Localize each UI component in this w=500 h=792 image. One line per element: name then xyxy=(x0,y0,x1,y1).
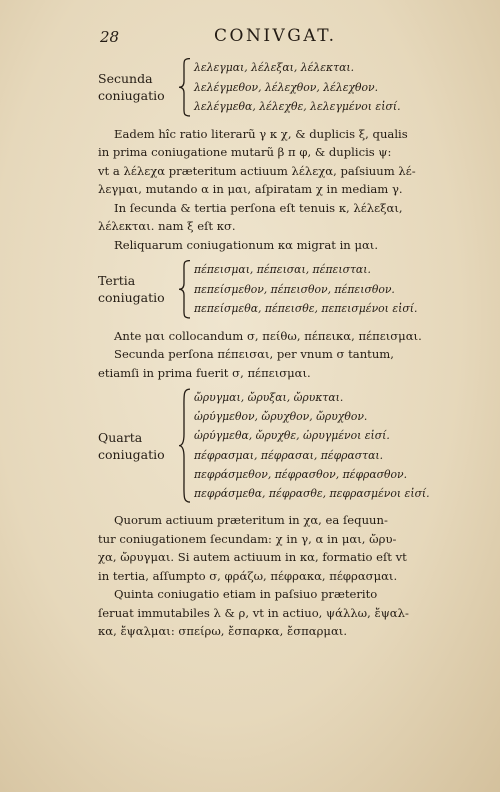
paragraph-line: λέλεκται. nam ξ eſt κσ. xyxy=(98,219,236,233)
paragraph-line: tur coniugationem ſecundam: χ in γ, α in μαι, ὤρυ- xyxy=(98,531,397,546)
page-header xyxy=(0,24,500,48)
page-number: 28 xyxy=(100,28,120,46)
paragraph-line: ſeruat immutabiles λ & ρ, vt in actiuo, ψάλλω, ἔψαλ- xyxy=(98,605,409,620)
form-row: πεφράσμεθα, πέφρασθε, πεφρασμένοι εἰσί. xyxy=(194,487,430,501)
brace-icon xyxy=(178,58,192,117)
brace-icon xyxy=(178,260,192,319)
paradigm-tertia xyxy=(98,260,458,319)
paradigm-quarta xyxy=(98,388,458,503)
brace-icon xyxy=(178,388,192,503)
form-row: ὤρυγμαι, ὤρυξαι, ὤρυκται. xyxy=(194,391,344,404)
form-row: λελεγμαι, λέλεξαι, λέλεκται. xyxy=(194,61,355,74)
paragraph-line: in tertia, aſſumpto σ, φράζω, πέφρακα, πέφρασμαι. xyxy=(98,568,398,583)
paradigm-label: Quarta coniugatio xyxy=(98,429,165,462)
paragraph-line: κα, ἔψαλμαι: σπείρω, ἔσπαρκα, ἔσπαρμαι. xyxy=(98,624,348,639)
paragraph-line: Quorum actiuum præteritum in χα, ea ſequun- xyxy=(114,513,388,528)
form-row: πέπεισμαι, πέπεισαι, πέπεισται. xyxy=(194,263,371,276)
paragraph-line: λεγμαι, mutando α in μαι, aſpiratam χ in mediam γ. xyxy=(98,182,403,196)
form-row: ὠρύγμεθον, ὤρυχθον, ὤρυχθον. xyxy=(194,410,368,424)
paradigm-secunda xyxy=(98,58,458,117)
form-row: πεφράσμεθον, πέφρασθον, πέφρασθον. xyxy=(194,467,408,481)
text-body xyxy=(98,56,458,641)
paragraph-line: In ſecunda & tertia perſona eſt tenuis κ, λέλεξαι, xyxy=(114,200,403,215)
paradigm-label: Tertia coniugatio xyxy=(98,273,165,306)
paragraph-line: Secunda perſona πέπεισαι, per vnum σ tantum, xyxy=(114,347,394,361)
paradigm-forms xyxy=(192,260,458,319)
paragraph-line: in prima coniugatione mutarũ β π φ, & duplicis ψ: xyxy=(98,145,392,159)
form-row: ὠρύγμεθα, ὤρυχθε, ὠρυγμένοι εἰσί. xyxy=(194,429,390,443)
paragraph-line: Reliquarum coniugationum κα migrat in μαι. xyxy=(114,237,379,252)
form-row: πέφρασμαι, πέφρασαι, πέφρασται. xyxy=(194,448,384,462)
paradigm-forms xyxy=(192,58,458,117)
paradigm-label: Secunda coniugatio xyxy=(98,71,165,104)
paradigm-forms xyxy=(192,388,458,503)
form-row: λελέγμεθα, λέλεχθε, λελεγμένοι εἰσί. xyxy=(194,100,401,113)
running-title: CONIVGAT. xyxy=(214,26,337,46)
form-row: πεπείσμεθα, πέπεισθε, πεπεισμένοι εἰσί. xyxy=(194,302,418,315)
paragraph-line: χα, ὤρυγμαι. Si autem actiuum in κα, formatio eſt vt xyxy=(98,550,407,565)
paragraph-line: Ante μαι collocandum σ, πείθω, πέπεικα, πέπεισμαι. xyxy=(114,328,422,343)
paragraph-line: Quinta coniugatio etiam in paſsiuo præterito xyxy=(114,587,378,602)
paragraph-line: vt a λέλεχα præteritum actiuum λέλεχα, paſsiuum λέ- xyxy=(98,163,416,178)
paragraph-line: etiamſi in prima fuerit σ, πέπεισμαι. xyxy=(98,365,311,380)
form-row: λελέγμεθον, λέλεχθον, λέλεχθον. xyxy=(194,80,379,94)
paragraph-line: Eadem hîc ratio literarũ γ κ χ, & duplicis ξ, qualis xyxy=(114,126,408,141)
form-row: πεπείσμεθον, πέπεισθον, πέπεισθον. xyxy=(194,282,395,296)
